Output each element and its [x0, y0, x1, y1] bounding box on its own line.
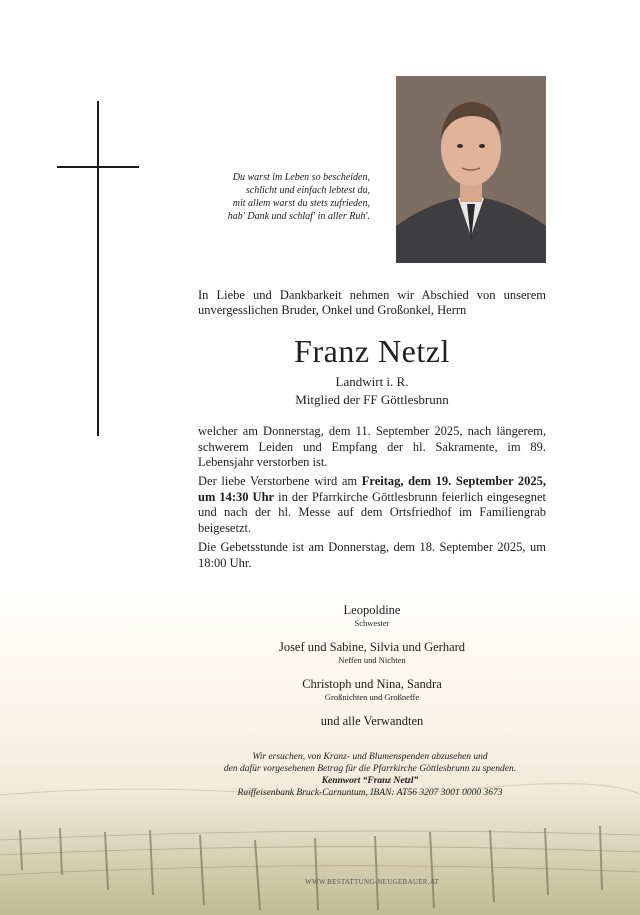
footer-url[interactable]: WWW.BESTATTUNG-NEUGEBAUER.AT — [305, 878, 439, 886]
portrait-illustration — [396, 76, 546, 263]
donation-request — [160, 751, 580, 799]
mourner-name: Josef und Sabine, Silvia und Gerhard — [278, 640, 466, 654]
donation-keyword: Kennwort “Franz Netzl” — [321, 776, 419, 786]
mourner-entry — [198, 677, 546, 702]
mourner-name: Leopoldine — [343, 603, 401, 617]
deceased-name: Franz Netzl — [294, 333, 450, 369]
mourners-list — [198, 603, 546, 729]
deceased-membership: Mitglied der FF Göttlesbrunn — [295, 392, 449, 407]
funeral-date: Freitag, dem 19. September 2025, um 14:30 Uhr — [198, 474, 546, 504]
mourner-relation: Schwester — [354, 618, 390, 628]
mourner-relation: Neffen und Nichten — [338, 655, 406, 665]
mourner-entry — [198, 603, 546, 628]
donation-line: Wir ersuchen, von Kranz- und Blumenspenden abzusehen und — [252, 752, 488, 762]
mourner-name: Christoph und Nina, Sandra — [302, 677, 442, 691]
portrait-photo — [396, 76, 546, 263]
donation-line: den dafür vorgesehenen Betrag für die Pfarrkirche Göttlesbrunn zu spenden. — [223, 764, 517, 774]
intro-text: In Liebe und Dankbarkeit nehmen wir Abschied von unserem unvergesslichen Bruder, Onkel und Großonkel, Herrn — [198, 288, 546, 317]
cross-horizontal — [57, 166, 139, 168]
deceased-occupation: Landwirt i. R. — [335, 374, 409, 389]
poem — [180, 171, 370, 223]
poem-line: schlicht und einfach lebtest du, — [245, 185, 370, 196]
funeral-paragraph — [198, 474, 546, 536]
donation-bank: Raiffeisenbank Bruck-Carnuntum, IBAN: AT56 3207 3001 0000 3673 — [237, 788, 503, 798]
deceased-titles — [198, 373, 546, 409]
funeral-post: in der Pfarrkirche Göttlesbrunn feierlich eingesegnet und nach der hl. Messe auf dem Ortsfriedhof im Familiengrab beigesetzt. — [198, 489, 546, 535]
poem-line: hab' Dank und schlaf' in aller Ruh'. — [227, 211, 370, 222]
poem-line: mit allem warst du stets zufrieden, — [232, 198, 370, 209]
prayer-hour-paragraph: Die Gebetsstunde ist am Donnerstag, dem 18. September 2025, um 18:00 Uhr. — [198, 540, 546, 570]
mourner-relation: Großnichten und Großneffe — [324, 692, 420, 702]
poem-line: Du warst im Leben so bescheiden, — [232, 172, 370, 183]
closing-mourners: und alle Verwandten — [320, 714, 424, 728]
funeral-pre: Der liebe Verstorbene wird am — [198, 474, 362, 488]
death-notice-paragraph: welcher am Donnerstag, dem 11. September 2025, nach längerem, schwerem Leiden und Empfang der hl. Sakramente, im 89. Lebensjahr verstorben ist. — [198, 424, 546, 469]
cross-vertical — [97, 101, 99, 436]
mourner-entry — [198, 640, 546, 665]
